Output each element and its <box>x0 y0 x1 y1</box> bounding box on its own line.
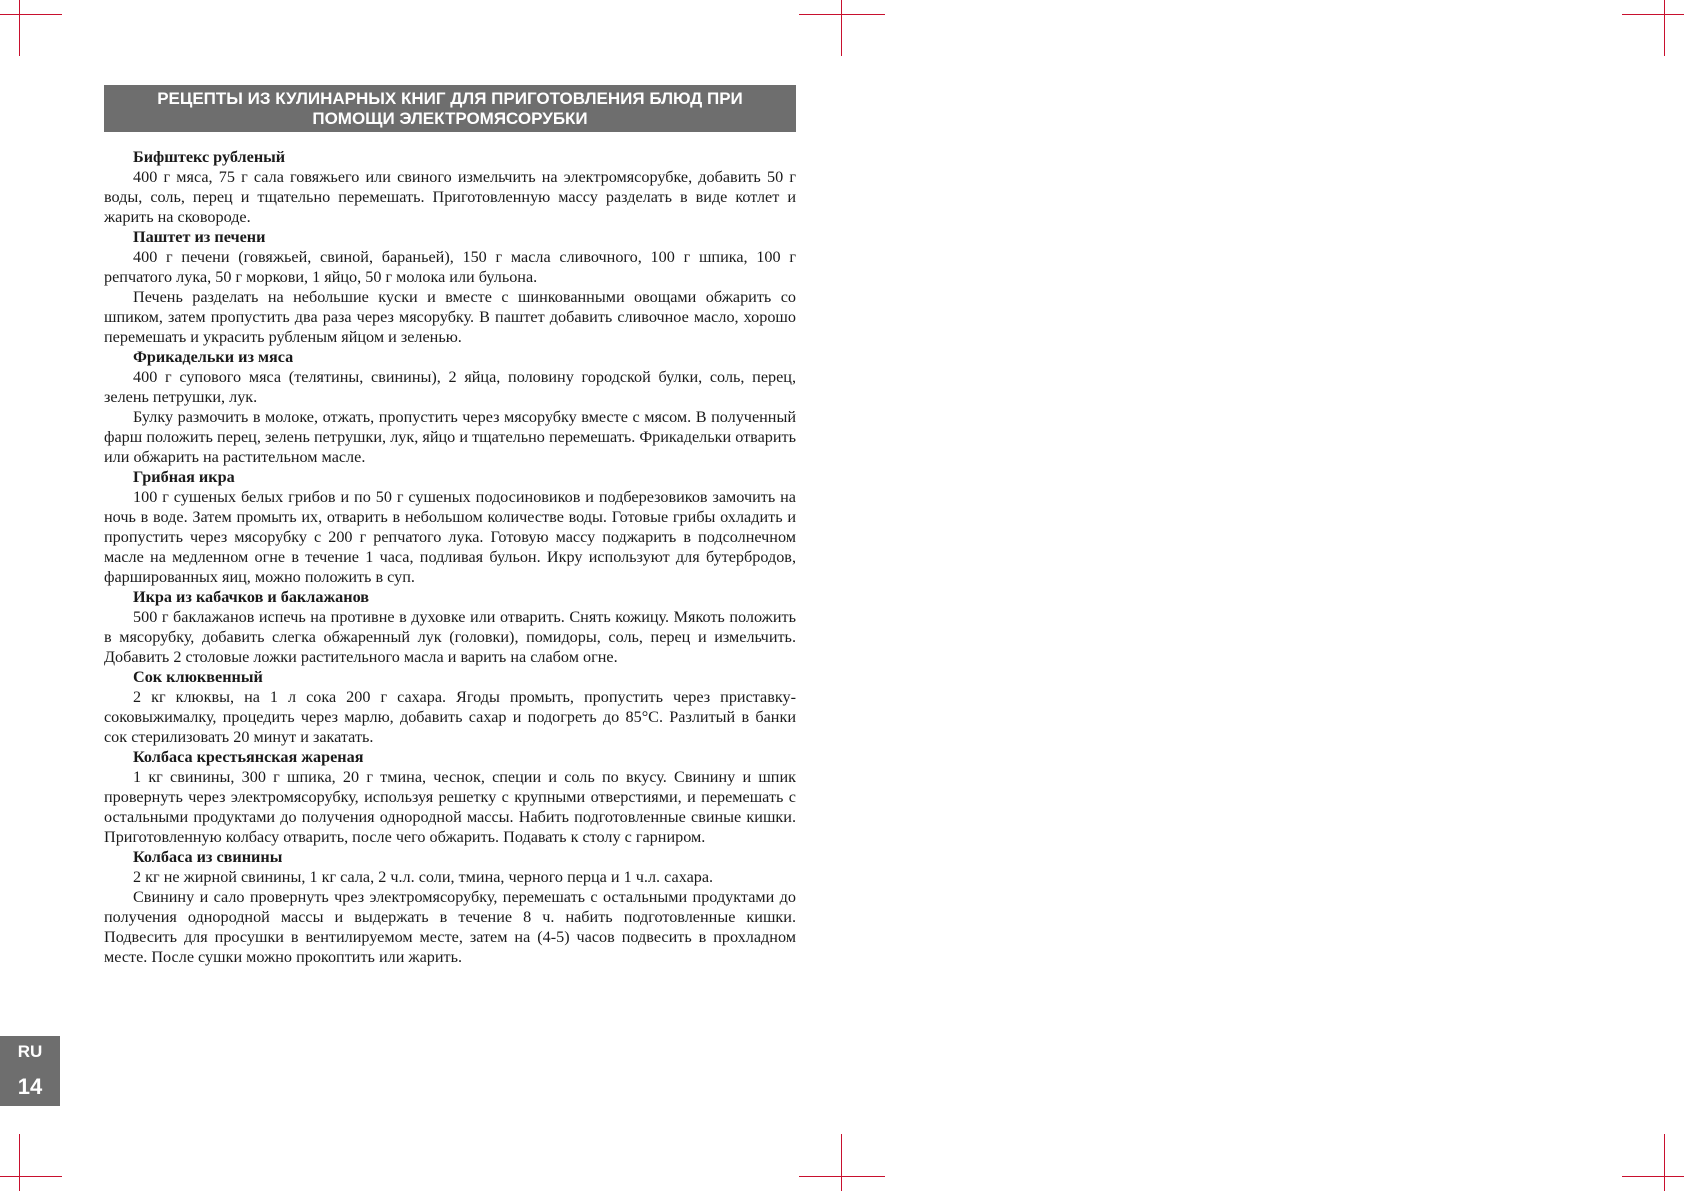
recipe-title: Фрикадельки из мяса <box>133 348 294 366</box>
section-title-line-1: РЕЦЕПТЫ ИЗ КУЛИНАРНЫХ КНИГ ДЛЯ ПРИГОТОВЛЕНИЯ БЛЮД ПРИ <box>157 88 743 108</box>
recipe-title: Сок клюквенный <box>133 668 263 686</box>
crop-mark <box>1664 1134 1665 1191</box>
recipe <box>104 347 796 467</box>
recipe-paragraph: 100 г сушеных белых грибов и по 50 г сушеных подосиновиков и подберезовиков замочить на ночь в воде. Затем промыть их, отварить в небольшом количестве воды. Готовые грибы охладить и пропустить через мясорубку с 200 г репчатого лука. Готовую массу поджарить в подсолнечном масле на медленном огне в течение 1 часа, подливая бульон. Икру используют для бутербродов, фаршированных яиц, можно положить в суп. <box>104 488 796 586</box>
recipe-paragraph: 2 кг клюквы, на 1 л сока 200 г сахара. Ягоды промыть, пропустить через приставку-соковыжималку, процедить через марлю, добавить сахар и подогреть до 85°С. Разлитый в банки сок стерилизовать 20 минут и закатать. <box>104 688 796 746</box>
crop-mark <box>799 14 885 15</box>
recipe-paragraph: Свинину и сало провернуть чрез электромясорубку, перемешать с остальными продуктами до получения однородной массы и выдержать в течение 8 ч. набить подготовленные кишки. Подвесить для просушки в вентилируемом месте, затем на (4-5) часов подвесить в прохладном месте. После сушки можно прокоптить или жарить. <box>104 888 796 966</box>
recipe-paragraph: Булку размочить в молоке, отжать, пропустить через мясорубку вместе с мясом. В полученный фарш положить перец, зелень петрушки, лук, яйцо и тщательно перемешать. Фрикадельки отварить или обжарить на растительном масле. <box>104 408 796 466</box>
crop-mark <box>841 0 842 56</box>
recipe-title: Грибная икра <box>133 468 235 486</box>
crop-mark <box>0 1176 62 1177</box>
recipe-title: Колбаса крестьянская жареная <box>133 748 364 766</box>
crop-mark <box>19 1134 20 1191</box>
recipe <box>104 227 796 347</box>
crop-mark <box>1664 0 1665 56</box>
crop-mark <box>19 0 20 56</box>
recipe-paragraph: 400 г печени (говяжьей, свиной, бараньей), 150 г масла сливочного, 100 г шпика, 100 г репчатого лука, 50 г моркови, 1 яйцо, 50 г молока или бульона. <box>104 248 796 286</box>
recipes-content <box>104 147 796 967</box>
recipe-paragraph: 2 кг не жирной свинины, 1 кг сала, 2 ч.л. соли, тмина, черного перца и 1 ч.л. сахара. <box>133 868 714 886</box>
section-title <box>145 89 755 129</box>
recipe-title: Икра из кабачков и баклажанов <box>133 588 370 606</box>
recipe <box>104 587 796 667</box>
section-header <box>104 85 796 132</box>
section-title-line-2: ПОМОЩИ ЭЛЕКТРОМЯСОРУБКИ <box>312 108 588 128</box>
crop-mark <box>1622 1176 1684 1177</box>
language-code: RU <box>17 1042 43 1061</box>
recipe-paragraph: Печень разделать на небольшие куски и вместе с шинкованными овощами обжарить со шпиком, затем пропустить два раза через мясорубку. В паштет добавить сливочное масло, хорошо перемешать и украсить рубленым яйцом и зеленью. <box>104 288 796 346</box>
crop-mark <box>1622 14 1684 15</box>
recipe-title: Паштет из печени <box>133 228 266 246</box>
recipe-paragraph: 1 кг свинины, 300 г шпика, 20 г тмина, чеснок, специи и соль по вкусу. Свинину и шпик провернуть через электромясорубку, используя решетку с крупными отверстиями, и перемешать с остальными продуктами до получения однородной массы. Набить подготовленные свиные кишки. Приготовленную колбасу отварить, после чего обжарить. Подавать к столу с гарниром. <box>104 768 796 846</box>
crop-mark <box>799 1176 885 1177</box>
crop-mark <box>0 14 62 15</box>
recipe-title: Колбаса из свинины <box>133 848 283 866</box>
page-tab <box>0 1036 60 1106</box>
recipe <box>104 147 796 227</box>
recipe <box>104 847 796 967</box>
recipe-paragraph: 400 г супового мяса (телятины, свинины), 2 яйца, половину городской булки, соль, перец, зелень петрушки, лук. <box>104 368 796 406</box>
page-number: 14 <box>17 1074 43 1099</box>
recipe <box>104 467 796 587</box>
recipe-paragraph: 500 г баклажанов испечь на противне в духовке или отварить. Снять кожицу. Мякоть положить в мясорубку, добавить слегка обжаренный лук (головки), помидоры, соль, перец и измельчить. Добавить 2 столовые ложки растительного масла и варить на слабом огне. <box>104 608 796 666</box>
recipe <box>104 667 796 747</box>
recipe-title: Бифштекс рубленый <box>133 148 286 166</box>
recipe <box>104 747 796 847</box>
crop-mark <box>841 1134 842 1191</box>
recipe-paragraph: 400 г мяса, 75 г сала говяжьего или свиного измельчить на электромясорубке, добавить 50 г воды, соль, перец и тщательно перемешать. Приготовленную массу разделать в виде котлет и жарить на сковороде. <box>104 168 796 226</box>
